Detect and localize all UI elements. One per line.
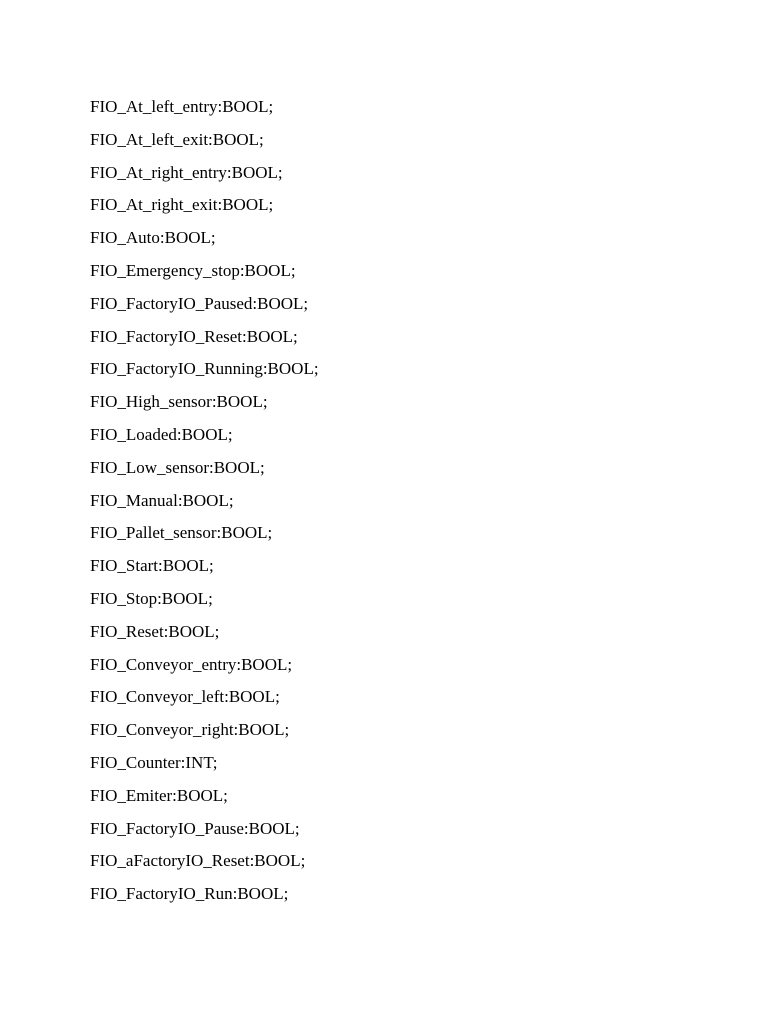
variable-declaration-line: FIO_aFactoryIO_Reset:BOOL;	[90, 851, 306, 871]
variable-declaration-line: FIO_At_right_entry:BOOL;	[90, 162, 283, 182]
variable-declaration-line: FIO_Pallet_sensor:BOOL;	[90, 523, 273, 543]
variable-declaration-line: FIO_At_left_entry:BOOL;	[90, 97, 274, 116]
variable-declaration-line: FIO_FactoryIO_Paused:BOOL;	[90, 293, 309, 313]
variable-declaration-line: FIO_Reset:BOOL;	[90, 621, 220, 641]
variable-declaration-line: FIO_Low_sensor:BOOL;	[90, 457, 265, 477]
variable-declaration-line: FIO_High_sensor:BOOL;	[90, 392, 268, 412]
variable-declaration-line: FIO_Manual:BOOL;	[90, 490, 234, 510]
variable-declaration-list	[90, 91, 319, 911]
variable-declaration-line: FIO_FactoryIO_Pause:BOOL;	[90, 818, 300, 838]
variable-declaration-line: FIO_Emiter:BOOL;	[90, 785, 228, 805]
variable-declaration-line: FIO_Counter:INT;	[90, 752, 218, 772]
variable-declaration-line: FIO_Conveyor_right:BOOL;	[90, 720, 290, 740]
variable-declaration-line: FIO_Conveyor_left:BOOL;	[90, 687, 280, 707]
variable-declaration-line: FIO_FactoryIO_Running:BOOL;	[90, 359, 319, 379]
variable-declaration-line: FIO_At_left_exit:BOOL;	[90, 129, 264, 149]
variable-declaration-line: FIO_Conveyor_entry:BOOL;	[90, 654, 293, 674]
variable-declaration-line: FIO_At_right_exit:BOOL;	[90, 195, 274, 215]
variable-declaration-line: FIO_Stop:BOOL;	[90, 588, 213, 608]
variable-declaration-line: FIO_Emergency_stop:BOOL;	[90, 260, 296, 280]
variable-declaration-line: FIO_Start:BOOL;	[90, 556, 214, 576]
variable-declaration-line: FIO_Auto:BOOL;	[90, 228, 216, 248]
variable-declaration-line: FIO_Loaded:BOOL;	[90, 424, 233, 444]
variable-declaration-line: FIO_FactoryIO_Run:BOOL;	[90, 884, 289, 904]
variable-declaration-line: FIO_FactoryIO_Reset:BOOL;	[90, 326, 298, 346]
